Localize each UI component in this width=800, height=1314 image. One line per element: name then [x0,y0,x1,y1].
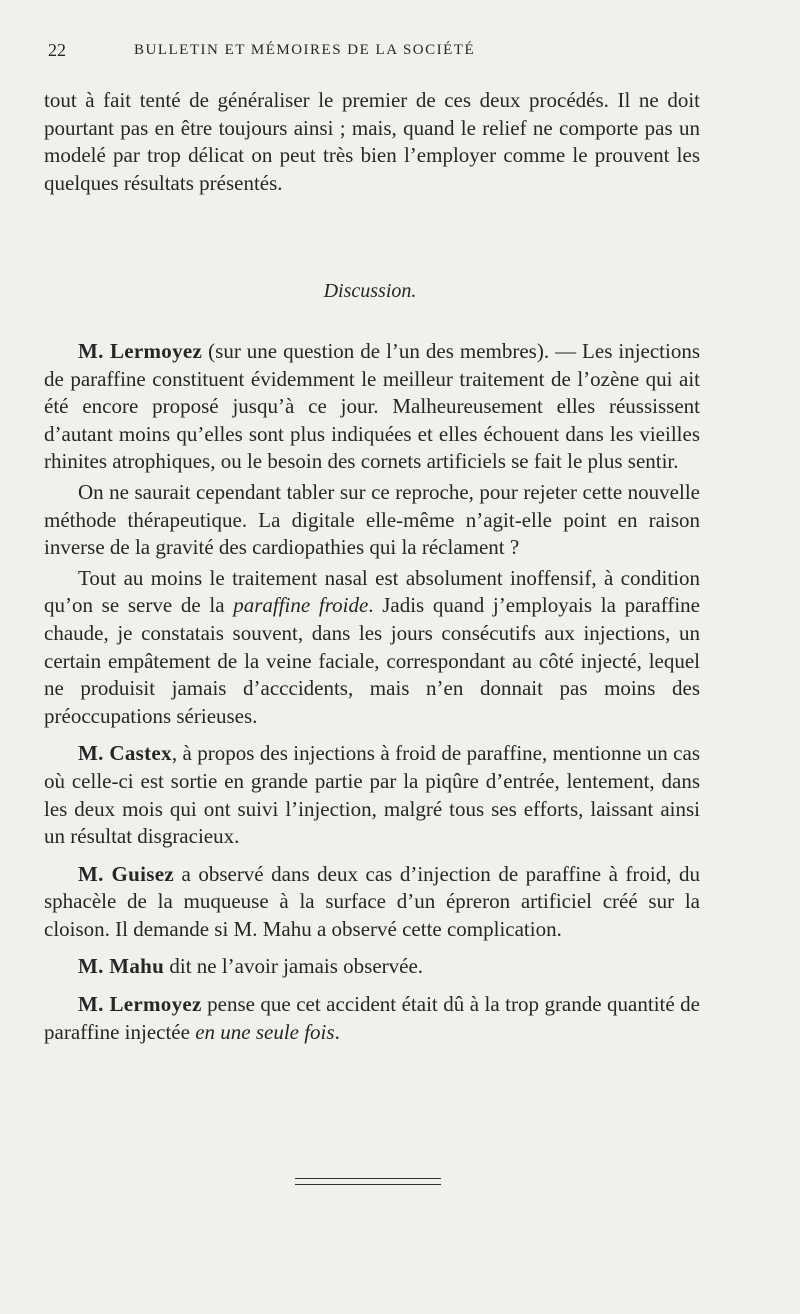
lermoyez-final-end: . [334,1019,340,1044]
speaker-mahu: M. Mahu [78,954,165,979]
castex-paragraph [44,740,700,850]
mahu-paragraph [44,953,700,981]
intro-text: tout à fait tenté de généraliser le premier de ces deux procédés. Il ne doit pourtant pas en être toujours ainsi ; mais, quand le relief ne comporte pas un modelé par trop délicat on peut très bien l’employer comme le prouvent les quelques résultats présentés. [44,88,700,195]
lermoyez-text-3-emphasis: paraffine froide [233,593,369,618]
section-end-rule-bottom [295,1184,441,1185]
running-title: BULLETIN ET MÉMOIRES DE LA SOCIÉTÉ [134,42,476,58]
guisez-paragraph [44,861,700,944]
lermoyez-text-1: (sur une question de l’un des membres). — Les injections de paraffine constituent évidemment le meilleur traitement de l’ozène qui ait été encore proposé jusqu’à ce jour. Malheureusement elles réussissent d’autant moins qu’elles sont plus indiquées et elles échouent dans les vieilles rhinites atrophiques, ou le besoin des cornets artificiels se fait le plus sentir. [44,339,701,474]
lermoyez-final-text: pense que cet accident était dû à la trop grande quantité de paraffine injectée [44,992,700,1044]
lermoyez-paragraph-2 [44,479,700,562]
section-title: Discussion. [323,280,417,302]
section-end-rule-top [295,1178,441,1179]
lermoyez-paragraph-3 [44,565,700,731]
speaker-castex: M. Castex [78,741,172,766]
lermoyez-final-emphasis: en une seule fois [195,1019,335,1044]
lermoyez-text-2: On ne saurait cependant tabler sur ce reproche, pour rejeter cette nouvelle méthode thérapeutique. La digitale elle-même n’agit-elle point en raison inverse de la gravité des cardiopathies qui la réclament ? [44,479,700,560]
speaker-lermoyez: M. Lermoyez [78,339,203,363]
page-header [48,40,708,64]
speaker-lermoyez-2: M. Lermoyez [78,992,202,1017]
intro-paragraph [44,87,700,197]
lermoyez-paragraph-1 [44,338,700,476]
mahu-text: dit ne l’avoir jamais observée. [169,954,424,979]
lermoyez-paragraph-final [44,991,700,1046]
castex-text: , à propos des injections à froid de paraffine, mentionne un cas où celle-ci est sortie en grande partie par la piqûre d’entrée, lentement, dans les deux mois qui ont suivi l’injection, malgré tous ses efforts, laissant ainsi un résultat disgracieux. [44,741,700,849]
lermoyez-text-3b: . Jadis quand j’employais la paraffine chaude, je constatais souvent, dans les jours consécutifs aux injections, un certain empâtement de la veine faciale, correspondant au côté injecté, lequel ne produisit jamais d’acccidents, mais n’en donnait pas moins des préoccupations sérieuses. [44,593,700,728]
speaker-guisez: M. Guisez [78,861,174,886]
guisez-text: a observé dans deux cas d’injection de paraffine à froid, du sphacèle de la muqueuse à la surface d’un épreron artificiel créé sur la cloison. Il demande si M. Mahu a observé cette complication. [44,861,701,941]
discussion-section [44,338,700,1049]
lermoyez-text-3a: Tout au moins le traitement nasal est absolument inoffensif, à condition qu’on se serve de la [44,565,700,618]
page-number: 22 [48,40,66,60]
